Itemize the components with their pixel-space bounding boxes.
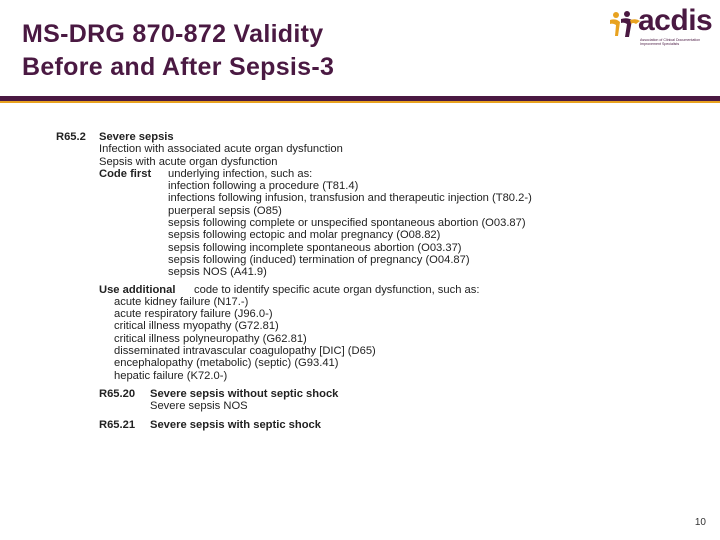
inclusion-line bbox=[56, 143, 616, 155]
subcode-number: R65.20 bbox=[99, 387, 136, 400]
acdis-logo bbox=[608, 4, 716, 48]
subcode-number: R65.21 bbox=[99, 418, 136, 431]
subcode-title: Severe sepsis without septic shock bbox=[150, 387, 339, 400]
code-first-item bbox=[56, 180, 616, 192]
code-first-item-text: infection following a procedure (T81.4) bbox=[168, 180, 359, 193]
icd-code-excerpt bbox=[56, 131, 616, 431]
use-additional-item-text: acute kidney failure (N17.-) bbox=[114, 295, 249, 308]
use-additional-item bbox=[56, 308, 616, 320]
use-additional-item bbox=[56, 296, 616, 308]
use-additional-item bbox=[56, 370, 616, 382]
code-first-item bbox=[56, 192, 616, 204]
slide-title bbox=[22, 18, 334, 84]
use-additional-item-text: critical illness polyneuropathy (G62.81) bbox=[114, 332, 307, 345]
subcode-title: Severe sepsis with septic shock bbox=[150, 418, 322, 431]
code-first-item bbox=[56, 242, 616, 254]
code-first-item-text: sepsis NOS (A41.9) bbox=[168, 266, 267, 279]
use-additional-item bbox=[56, 333, 616, 345]
code-first-row bbox=[56, 168, 616, 180]
code-first-item-text: sepsis following complete or unspecified spontaneous abortion (O03.87) bbox=[168, 217, 526, 230]
code-first-item-text: puerperal sepsis (O85) bbox=[168, 204, 282, 217]
use-additional-item bbox=[56, 320, 616, 332]
logo-wordmark: acdis bbox=[638, 4, 713, 37]
code-first-item-text: sepsis following incomplete spontaneous abortion (O03.37) bbox=[168, 241, 462, 254]
code-first-item bbox=[56, 205, 616, 217]
code-first-item bbox=[56, 254, 616, 266]
use-additional-item-text: critical illness myopathy (G72.81) bbox=[114, 320, 279, 333]
code-number: R65.2 bbox=[56, 131, 86, 143]
subcode-row bbox=[56, 419, 616, 431]
slide-title-line-1: MS-DRG 870-872 Validity bbox=[22, 20, 324, 48]
logo-tagline: Association of Clinical Documentation Improvement Specialists bbox=[640, 38, 701, 47]
code-heading-row bbox=[56, 131, 616, 143]
code-first-item bbox=[56, 266, 616, 278]
use-additional-item-text: encephalopathy (metabolic) (septic) (G93.41) bbox=[114, 357, 339, 370]
header-divider-accent bbox=[0, 101, 720, 103]
use-additional-intro: code to identify specific acute organ dysfunction, such as: bbox=[194, 283, 480, 296]
use-additional-item bbox=[56, 345, 616, 357]
use-additional-label: Use additional bbox=[99, 283, 176, 296]
slide-title-line-2: Before and After Sepsis-3 bbox=[22, 53, 335, 81]
use-additional-item-text: disseminated intravascular coagulopathy [DIC] (D65) bbox=[114, 345, 376, 358]
inclusion-text: Infection with associated acute organ dysfunction bbox=[99, 143, 343, 156]
subcode-row bbox=[56, 388, 616, 400]
code-first-item bbox=[56, 229, 616, 241]
code-heading: Severe sepsis bbox=[99, 131, 174, 143]
code-first-item-text: sepsis following (induced) termination of pregnancy (O04.87) bbox=[168, 253, 470, 266]
code-first-intro: underlying infection, such as: bbox=[168, 167, 313, 180]
people-figures-icon bbox=[608, 10, 642, 40]
use-additional-item-text: acute respiratory failure (J96.0-) bbox=[114, 308, 273, 321]
code-first-item-text: infections following infusion, transfusion and therapeutic injection (T80.2-) bbox=[168, 192, 532, 205]
inclusion-line bbox=[56, 156, 616, 168]
code-first-label: Code first bbox=[99, 167, 152, 180]
inclusion-text: Sepsis with acute organ dysfunction bbox=[99, 155, 278, 168]
use-additional-item-text: hepatic failure (K72.0-) bbox=[114, 369, 228, 382]
page-number: 10 bbox=[694, 517, 706, 528]
subcode-note-row bbox=[56, 400, 616, 412]
use-additional-row bbox=[56, 284, 616, 296]
subcode-note: Severe sepsis NOS bbox=[150, 400, 248, 413]
use-additional-item bbox=[56, 357, 616, 369]
code-first-item bbox=[56, 217, 616, 229]
code-first-item-text: sepsis following ectopic and molar pregnancy (O08.82) bbox=[168, 229, 441, 242]
